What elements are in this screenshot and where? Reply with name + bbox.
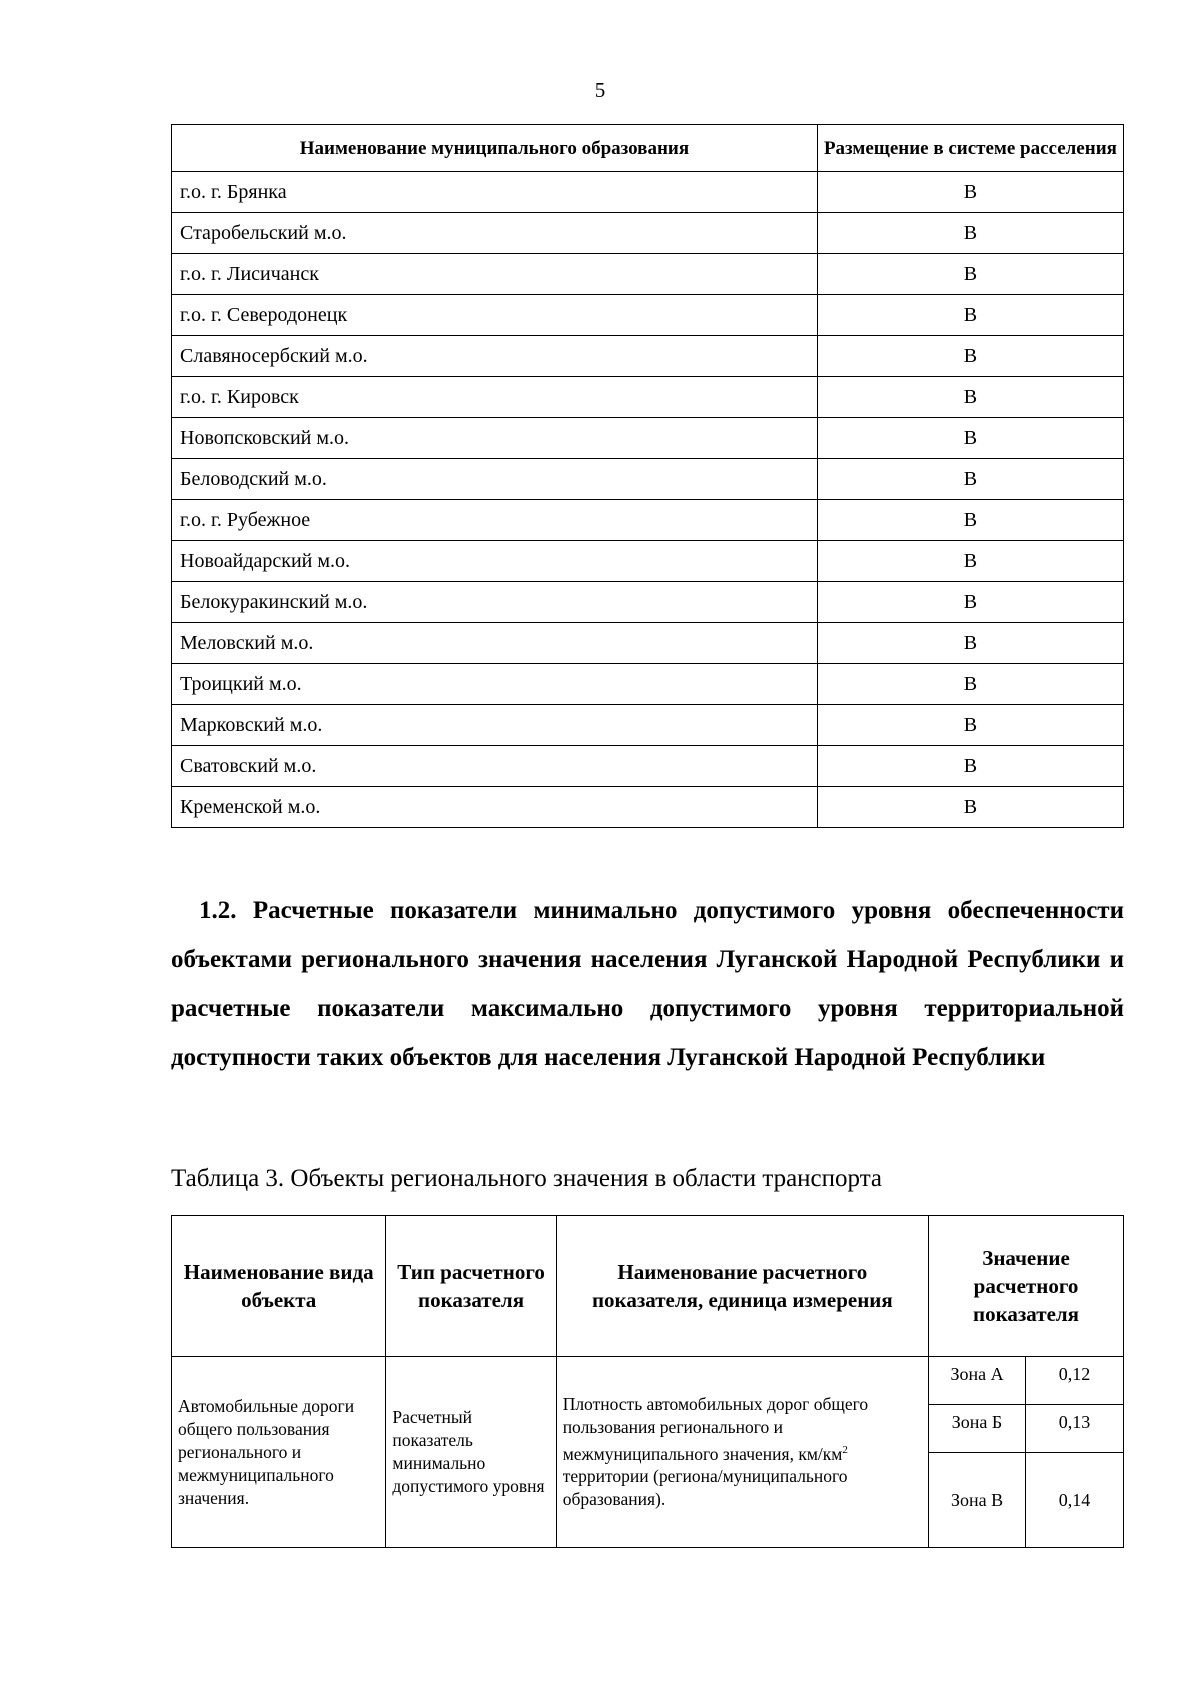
municipality-name: г.о. г. Кировск [172, 377, 818, 418]
column-header-indicator-value: Значение расчетного показателя [929, 1216, 1124, 1357]
table-row [172, 582, 1124, 623]
municipality-name: Славяносербский м.о. [172, 336, 818, 377]
table-row [172, 787, 1124, 828]
zone-value: 0,13 [1026, 1405, 1124, 1453]
municipality-name: Сватовский м.о. [172, 746, 818, 787]
municipality-name: г.о. г. Лисичанск [172, 254, 818, 295]
municipality-name: г.о. г. Рубежное [172, 500, 818, 541]
table-row [172, 172, 1124, 213]
indicator-type-cell: Расчетный показатель минимально допустимого уровня [386, 1357, 556, 1548]
indicator-name-cell [556, 1357, 928, 1548]
column-header-placement: Размещение в системе расселения [817, 125, 1123, 172]
indicator-unit-superscript: 2 [842, 1443, 848, 1456]
placement-value: В [817, 582, 1123, 623]
placement-value: В [817, 213, 1123, 254]
placement-value: В [817, 459, 1123, 500]
placement-value: В [817, 295, 1123, 336]
table-row [172, 295, 1124, 336]
placement-value: В [817, 623, 1123, 664]
municipality-name: Марковский м.о. [172, 705, 818, 746]
table-row [172, 254, 1124, 295]
municipality-name: г.о. г. Брянка [172, 172, 818, 213]
table-row [172, 500, 1124, 541]
placement-value: В [817, 254, 1123, 295]
table-row [172, 541, 1124, 582]
column-header-municipality: Наименование муниципального образования [172, 125, 818, 172]
table-row [172, 664, 1124, 705]
table-row [172, 1357, 1124, 1405]
zone-label: Зона Б [929, 1405, 1026, 1453]
table-row [172, 336, 1124, 377]
municipality-name: Меловский м.о. [172, 623, 818, 664]
municipality-name: Кременской м.о. [172, 787, 818, 828]
placement-value: В [817, 418, 1123, 459]
transport-objects-table [171, 1215, 1124, 1548]
table-row [172, 623, 1124, 664]
placement-value: В [817, 541, 1123, 582]
column-header-object-type: Наименование вида объекта [172, 1216, 386, 1357]
table-header-row [172, 1216, 1124, 1357]
section-heading: 1.2. Расчетные показатели минимально допустимого уровня обеспеченности объектами регионального значения населения Луганской Народной Республики и расчетные показатели максимально допустимого уровня территориальной доступности таких объектов для населения Луганской Народной Республики [171, 897, 1124, 1071]
table-row [172, 418, 1124, 459]
zone-label: Зона А [929, 1357, 1026, 1405]
placement-value: В [817, 787, 1123, 828]
table-header-row [172, 125, 1124, 172]
municipality-name: Белокуракинский м.о. [172, 582, 818, 623]
zone-value: 0,12 [1026, 1357, 1124, 1405]
object-name-cell: Автомобильные дороги общего пользования регионального и межмуниципального значения. [172, 1357, 386, 1548]
table-row [172, 459, 1124, 500]
municipality-name: Беловодский м.о. [172, 459, 818, 500]
placement-value: В [817, 377, 1123, 418]
placement-value: В [817, 336, 1123, 377]
municipality-name: Новоайдарский м.о. [172, 541, 818, 582]
table-row [172, 213, 1124, 254]
table-row [172, 377, 1124, 418]
table-row [172, 746, 1124, 787]
municipality-name: Старобельский м.о. [172, 213, 818, 254]
indicator-name-text: Плотность автомобильных дорог общего пользования регионального и межмуниципального значения, км/км [562, 1393, 869, 1464]
municipality-name: г.о. г. Северодонецк [172, 295, 818, 336]
zone-value: 0,14 [1026, 1453, 1124, 1548]
table-caption: Таблица 3. Объекты регионального значения в области транспорта [171, 1165, 883, 1192]
page-number: 5 [594, 78, 606, 102]
municipality-name: Новопсковский м.о. [172, 418, 818, 459]
placement-value: В [817, 746, 1123, 787]
settlement-table [171, 124, 1124, 828]
column-header-indicator-type: Тип расчетного показателя [386, 1216, 556, 1357]
placement-value: В [817, 664, 1123, 705]
table-row [172, 705, 1124, 746]
placement-value: В [817, 705, 1123, 746]
placement-value: В [817, 172, 1123, 213]
municipality-name: Троицкий м.о. [172, 664, 818, 705]
column-header-indicator-name: Наименование расчетного показателя, единица измерения [556, 1216, 928, 1357]
zone-label: Зона В [929, 1453, 1026, 1548]
indicator-name-tail: территории (региона/муниципального образования). [562, 1466, 848, 1510]
placement-value: В [817, 500, 1123, 541]
